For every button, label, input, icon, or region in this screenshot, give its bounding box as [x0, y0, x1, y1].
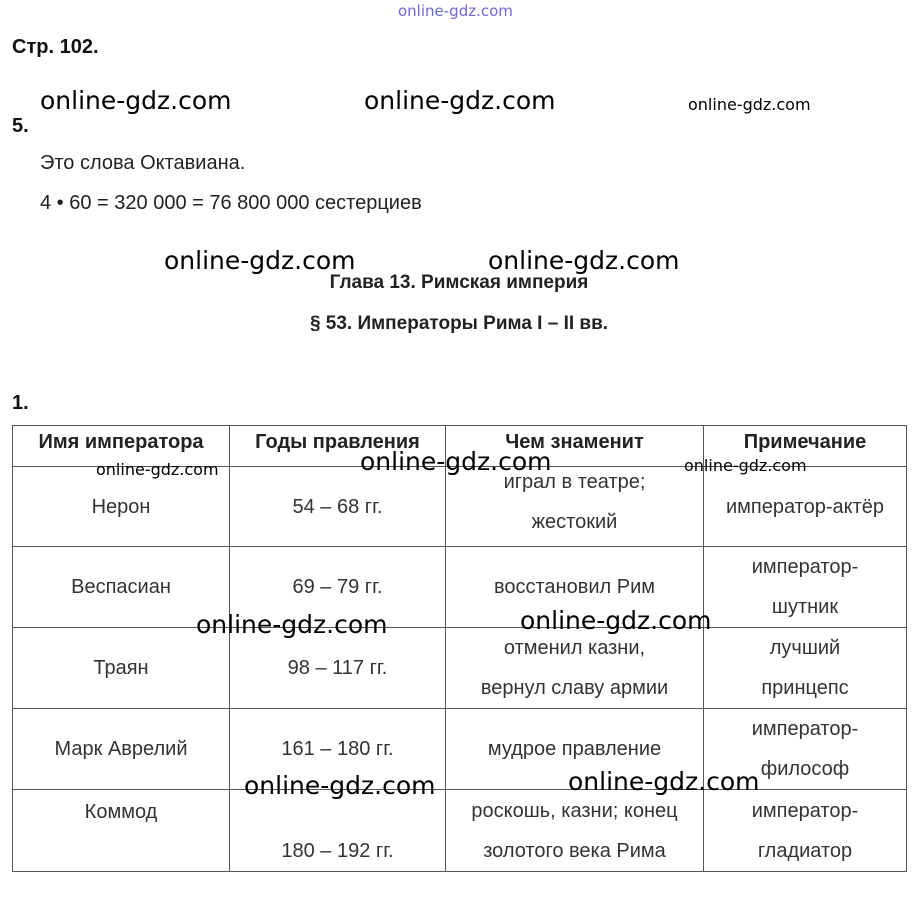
watermark-text: online-gdz.com	[688, 95, 811, 114]
task5-line2: 4 • 60 = 320 000 = 76 800 000 сестерциев	[40, 192, 422, 214]
task5-number: 5.	[12, 115, 29, 137]
fame-line: жестокий	[531, 510, 618, 533]
fame-line: мудрое правление	[487, 738, 662, 760]
section-title: § 53. Императоры Рима I – II вв.	[309, 313, 609, 334]
watermark-text: online-gdz.com	[360, 447, 552, 476]
header-years: Годы правления	[230, 426, 446, 467]
emperor-name: Траян	[13, 628, 230, 709]
watermark-text: online-gdz.com	[364, 86, 556, 115]
watermark-text: online-gdz.com	[244, 771, 436, 800]
fame-cell	[446, 467, 704, 547]
reign-years: 54 – 68 гг.	[230, 467, 446, 547]
table-row	[13, 628, 907, 709]
reign-years: 161 – 180 гг.	[230, 709, 446, 790]
fame-cell	[446, 628, 704, 709]
watermark-text: online-gdz.com	[568, 767, 760, 796]
task1-number: 1.	[12, 392, 29, 414]
note-line: шутник	[771, 596, 839, 618]
table-row	[13, 547, 907, 628]
note-cell	[704, 547, 907, 628]
watermark-text: online-gdz.com	[488, 246, 680, 275]
note-line: гладиатор	[757, 839, 853, 862]
note-line: лучший	[769, 637, 841, 659]
note-line: император-	[751, 799, 859, 822]
note-line: принцепс	[761, 677, 849, 699]
note-line: император-	[751, 556, 859, 578]
note-line: император-актёр	[725, 495, 885, 518]
emperor-name: Веспасиан	[13, 547, 230, 628]
fame-line: роскошь, казни; конец	[471, 799, 678, 822]
fame-cell	[446, 790, 704, 872]
note-cell	[704, 790, 907, 872]
emperor-name: Коммод	[13, 790, 230, 872]
watermark-text: online-gdz.com	[684, 456, 807, 475]
header-fame: Чем знаменит	[446, 426, 704, 467]
reign-years: 180 – 192 гг.	[230, 790, 446, 872]
top-watermark: online-gdz.com	[398, 2, 513, 20]
note-line: император-	[751, 718, 859, 740]
emperor-name: Нерон	[13, 467, 230, 547]
fame-line: восстановил Рим	[493, 576, 656, 598]
reign-years: 69 – 79 гг.	[230, 547, 446, 628]
table-row	[13, 709, 907, 790]
reign-years: 98 – 117 гг.	[230, 628, 446, 709]
page-label: Стр. 102.	[12, 36, 99, 58]
watermark-text: online-gdz.com	[96, 460, 219, 479]
fame-line: отменил казни,	[503, 637, 646, 659]
watermark-text: online-gdz.com	[40, 86, 232, 115]
header-note: Примечание	[704, 426, 907, 467]
table-row	[13, 790, 907, 872]
watermark-text: online-gdz.com	[520, 606, 712, 635]
note-line: философ	[760, 758, 850, 780]
emperor-name: Марк Аврелий	[13, 709, 230, 790]
watermark-text: online-gdz.com	[164, 246, 356, 275]
header-name: Имя императора	[13, 426, 230, 467]
chapter-title: Глава 13. Римская империя	[329, 272, 589, 293]
note-cell	[704, 628, 907, 709]
fame-line: золотого века Рима	[483, 839, 666, 862]
emperors-table	[12, 425, 907, 872]
note-cell	[704, 467, 907, 547]
fame-line: играл в театре;	[503, 470, 646, 493]
task5-line1: Это слова Октавиана.	[40, 152, 246, 174]
fame-line: вернул славу армии	[480, 677, 669, 699]
watermark-text: online-gdz.com	[196, 610, 388, 639]
